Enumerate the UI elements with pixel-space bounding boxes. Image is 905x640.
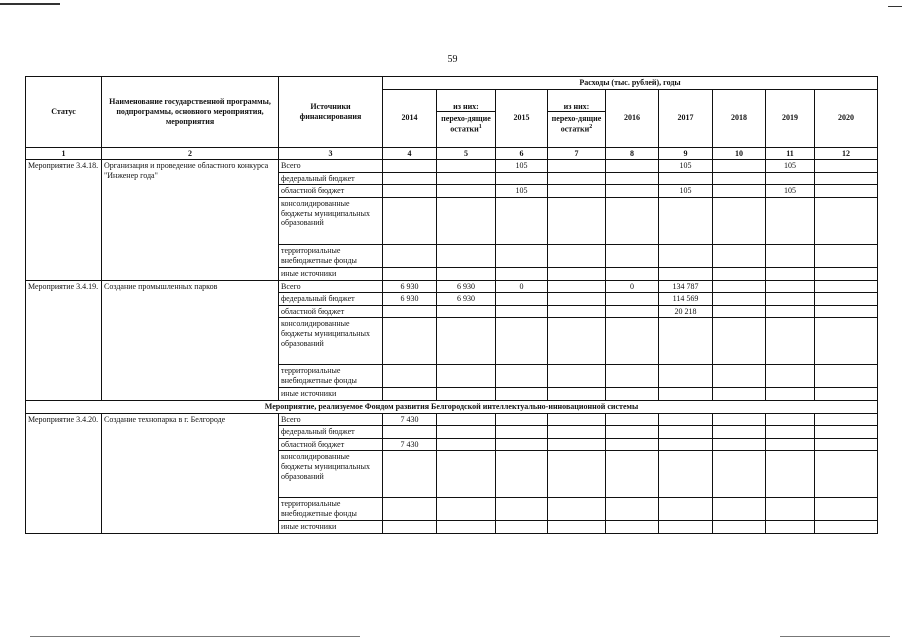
footnote-marker-2: 2 [589, 124, 593, 131]
header-expenses: Расходы (тыс. рублей), годы [383, 77, 878, 90]
amount-cell: 105 [766, 160, 815, 173]
column-number-row [26, 147, 878, 160]
amount-cell [713, 438, 766, 451]
header-year-2020: 2020 [815, 89, 878, 147]
section-title-row [26, 400, 878, 413]
amount-cell [713, 185, 766, 198]
amount-cell [815, 365, 878, 388]
amount-cell: 105 [496, 185, 548, 198]
funding-source: консолидированные бюджеты муниципальных образований [279, 197, 383, 244]
amount-cell [815, 521, 878, 534]
amount-cell [548, 185, 606, 198]
amount-cell: 134 787 [659, 280, 713, 293]
amount-cell [383, 498, 437, 521]
header-year-2017: 2017 [659, 89, 713, 147]
amount-cell [606, 451, 659, 498]
funding-source: территориальные внебюджетные фонды [279, 498, 383, 521]
amount-cell: 105 [659, 185, 713, 198]
amount-cell [548, 426, 606, 439]
amount-cell [766, 305, 815, 318]
amount-cell [766, 521, 815, 534]
amount-cell [659, 438, 713, 451]
amount-cell [437, 498, 496, 521]
funding-source: федеральный бюджет [279, 426, 383, 439]
amount-cell [548, 244, 606, 267]
column-number: 9 [659, 147, 713, 160]
funding-source: Всего [279, 413, 383, 426]
funding-source: федеральный бюджет [279, 293, 383, 306]
amount-cell [548, 521, 606, 534]
amount-cell [437, 426, 496, 439]
funding-source: Всего [279, 280, 383, 293]
amount-cell [713, 172, 766, 185]
funding-source: областной бюджет [279, 185, 383, 198]
amount-cell [766, 365, 815, 388]
funding-source: областной бюджет [279, 438, 383, 451]
amount-cell: 105 [659, 160, 713, 173]
amount-cell [548, 451, 606, 498]
funding-source: консолидированные бюджеты муниципальных образований [279, 318, 383, 365]
amount-cell [713, 365, 766, 388]
amount-cell [659, 172, 713, 185]
column-number: 5 [437, 147, 496, 160]
amount-cell [815, 413, 878, 426]
amount-cell [713, 388, 766, 401]
amount-cell [815, 197, 878, 244]
amount-cell [496, 365, 548, 388]
amount-cell [383, 267, 437, 280]
measure-name: Создание технопарка в г. Белгороде [102, 413, 279, 533]
header-of-them-1: из них: [437, 102, 495, 113]
header-carryover-2 [548, 89, 606, 147]
amount-cell [659, 318, 713, 365]
amount-cell [713, 318, 766, 365]
table-row [26, 160, 878, 173]
amount-cell [713, 293, 766, 306]
amount-cell: 0 [496, 280, 548, 293]
column-number: 3 [279, 147, 383, 160]
amount-cell [606, 244, 659, 267]
header-carryover-2-label: перехо-дящие остатки [551, 114, 602, 134]
amount-cell [659, 244, 713, 267]
amount-cell [815, 498, 878, 521]
amount-cell [496, 521, 548, 534]
column-number: 7 [548, 147, 606, 160]
amount-cell [815, 160, 878, 173]
amount-cell: 6 930 [437, 280, 496, 293]
amount-cell [766, 498, 815, 521]
amount-cell [548, 280, 606, 293]
header-year-2016: 2016 [606, 89, 659, 147]
amount-cell: 20 218 [659, 305, 713, 318]
amount-cell [606, 172, 659, 185]
amount-cell [606, 305, 659, 318]
amount-cell [548, 413, 606, 426]
amount-cell [437, 267, 496, 280]
amount-cell [496, 498, 548, 521]
amount-cell [766, 438, 815, 451]
amount-cell [496, 426, 548, 439]
amount-cell [437, 318, 496, 365]
amount-cell: 105 [496, 160, 548, 173]
amount-cell: 6 930 [383, 293, 437, 306]
amount-cell [815, 305, 878, 318]
funding-source: территориальные внебюджетные фонды [279, 244, 383, 267]
header-status: Статус [26, 77, 102, 148]
header-carryover-1-label: перехо-дящие остатки [441, 114, 491, 134]
amount-cell [548, 172, 606, 185]
amount-cell [606, 197, 659, 244]
scan-mark-top-left [0, 3, 60, 5]
amount-cell [659, 413, 713, 426]
amount-cell [496, 197, 548, 244]
budget-table [25, 76, 878, 534]
amount-cell [713, 413, 766, 426]
amount-cell [659, 388, 713, 401]
amount-cell [766, 318, 815, 365]
amount-cell [606, 521, 659, 534]
amount-cell [548, 305, 606, 318]
measure-status: Мероприятие 3.4.18. [26, 160, 102, 280]
measure-name: Создание промышленных парков [102, 280, 279, 400]
amount-cell [766, 267, 815, 280]
amount-cell [496, 267, 548, 280]
column-number: 8 [606, 147, 659, 160]
amount-cell [606, 318, 659, 365]
amount-cell [383, 388, 437, 401]
amount-cell [383, 244, 437, 267]
amount-cell [659, 521, 713, 534]
amount-cell [548, 267, 606, 280]
amount-cell [766, 280, 815, 293]
amount-cell [713, 305, 766, 318]
scan-mark-bottom-right [780, 636, 890, 637]
column-number: 2 [102, 147, 279, 160]
amount-cell [548, 160, 606, 173]
column-number: 6 [496, 147, 548, 160]
amount-cell [383, 451, 437, 498]
amount-cell [815, 293, 878, 306]
amount-cell [383, 185, 437, 198]
scan-mark-bottom-left [30, 636, 360, 637]
amount-cell [437, 521, 496, 534]
funding-source: федеральный бюджет [279, 172, 383, 185]
header-of-them-2: из них: [548, 102, 605, 113]
amount-cell [815, 426, 878, 439]
amount-cell: 6 930 [383, 280, 437, 293]
amount-cell [713, 521, 766, 534]
amount-cell [815, 438, 878, 451]
scan-mark-top-right [888, 6, 902, 7]
amount-cell [437, 451, 496, 498]
amount-cell [383, 197, 437, 244]
amount-cell [383, 160, 437, 173]
amount-cell [606, 185, 659, 198]
amount-cell: 114 569 [659, 293, 713, 306]
funding-source: иные источники [279, 388, 383, 401]
amount-cell [766, 451, 815, 498]
column-number: 11 [766, 147, 815, 160]
amount-cell [659, 197, 713, 244]
amount-cell [713, 197, 766, 244]
header-year-2018: 2018 [713, 89, 766, 147]
column-number: 10 [713, 147, 766, 160]
amount-cell [766, 426, 815, 439]
amount-cell [606, 365, 659, 388]
amount-cell [815, 185, 878, 198]
amount-cell [496, 293, 548, 306]
page-number: 59 [447, 54, 458, 65]
amount-cell [383, 305, 437, 318]
amount-cell [548, 318, 606, 365]
amount-cell [659, 267, 713, 280]
amount-cell [606, 160, 659, 173]
amount-cell [713, 426, 766, 439]
amount-cell [496, 388, 548, 401]
header-name: Наименование государственной программы, подпрограммы, основного мероприятия, мероприятия [102, 77, 279, 148]
amount-cell [496, 172, 548, 185]
amount-cell [548, 365, 606, 388]
amount-cell [496, 318, 548, 365]
funding-source: областной бюджет [279, 305, 383, 318]
amount-cell: 0 [606, 280, 659, 293]
amount-cell [548, 438, 606, 451]
amount-cell: 7 430 [383, 413, 437, 426]
amount-cell [437, 365, 496, 388]
footnote-marker-1: 1 [478, 124, 482, 131]
amount-cell [815, 244, 878, 267]
amount-cell [548, 388, 606, 401]
amount-cell [606, 438, 659, 451]
amount-cell [606, 388, 659, 401]
amount-cell [437, 244, 496, 267]
amount-cell [548, 498, 606, 521]
amount-cell [437, 413, 496, 426]
amount-cell [659, 451, 713, 498]
measure-name: Организация и проведение областного конкурса "Инженер года" [102, 160, 279, 280]
amount-cell [766, 197, 815, 244]
amount-cell [766, 413, 815, 426]
amount-cell [766, 293, 815, 306]
measure-status: Мероприятие 3.4.19. [26, 280, 102, 400]
amount-cell [713, 244, 766, 267]
funding-source: территориальные внебюджетные фонды [279, 365, 383, 388]
funding-source: иные источники [279, 521, 383, 534]
header-year-2019: 2019 [766, 89, 815, 147]
amount-cell [548, 197, 606, 244]
column-number: 4 [383, 147, 437, 160]
amount-cell [815, 318, 878, 365]
amount-cell [766, 388, 815, 401]
amount-cell [383, 426, 437, 439]
amount-cell [383, 521, 437, 534]
header-sources: Источники финансирования [279, 77, 383, 148]
amount-cell [713, 498, 766, 521]
amount-cell [496, 305, 548, 318]
amount-cell [766, 172, 815, 185]
amount-cell [437, 172, 496, 185]
header-year-2015: 2015 [496, 89, 548, 147]
amount-cell [659, 365, 713, 388]
amount-cell [815, 388, 878, 401]
amount-cell [496, 413, 548, 426]
amount-cell [437, 185, 496, 198]
table-row [26, 413, 878, 426]
amount-cell [713, 280, 766, 293]
header-carryover-1 [437, 89, 496, 147]
amount-cell [766, 244, 815, 267]
amount-cell [437, 197, 496, 244]
amount-cell [713, 451, 766, 498]
amount-cell [496, 438, 548, 451]
amount-cell [815, 451, 878, 498]
amount-cell [437, 438, 496, 451]
amount-cell [815, 280, 878, 293]
amount-cell [713, 267, 766, 280]
amount-cell [713, 160, 766, 173]
amount-cell [383, 365, 437, 388]
column-number: 1 [26, 147, 102, 160]
table-row [26, 280, 878, 293]
amount-cell [606, 267, 659, 280]
amount-cell [437, 305, 496, 318]
amount-cell [815, 267, 878, 280]
amount-cell [606, 426, 659, 439]
amount-cell [496, 244, 548, 267]
funding-source: иные источники [279, 267, 383, 280]
amount-cell: 7 430 [383, 438, 437, 451]
amount-cell: 6 930 [437, 293, 496, 306]
header-year-2014: 2014 [383, 89, 437, 147]
amount-cell [659, 426, 713, 439]
amount-cell [383, 318, 437, 365]
amount-cell [606, 498, 659, 521]
amount-cell [548, 293, 606, 306]
amount-cell [815, 172, 878, 185]
amount-cell [606, 293, 659, 306]
amount-cell [383, 172, 437, 185]
funding-source: Всего [279, 160, 383, 173]
funding-source: консолидированные бюджеты муниципальных образований [279, 451, 383, 498]
measure-status: Мероприятие 3.4.20. [26, 413, 102, 533]
table-body [26, 160, 878, 534]
section-title: Мероприятие, реализуемое Фондом развития Белгородской интеллектуально-инновационной системы [26, 400, 878, 413]
amount-cell [659, 498, 713, 521]
amount-cell [437, 388, 496, 401]
column-number: 12 [815, 147, 878, 160]
amount-cell [606, 413, 659, 426]
amount-cell [496, 451, 548, 498]
amount-cell [437, 160, 496, 173]
amount-cell: 105 [766, 185, 815, 198]
